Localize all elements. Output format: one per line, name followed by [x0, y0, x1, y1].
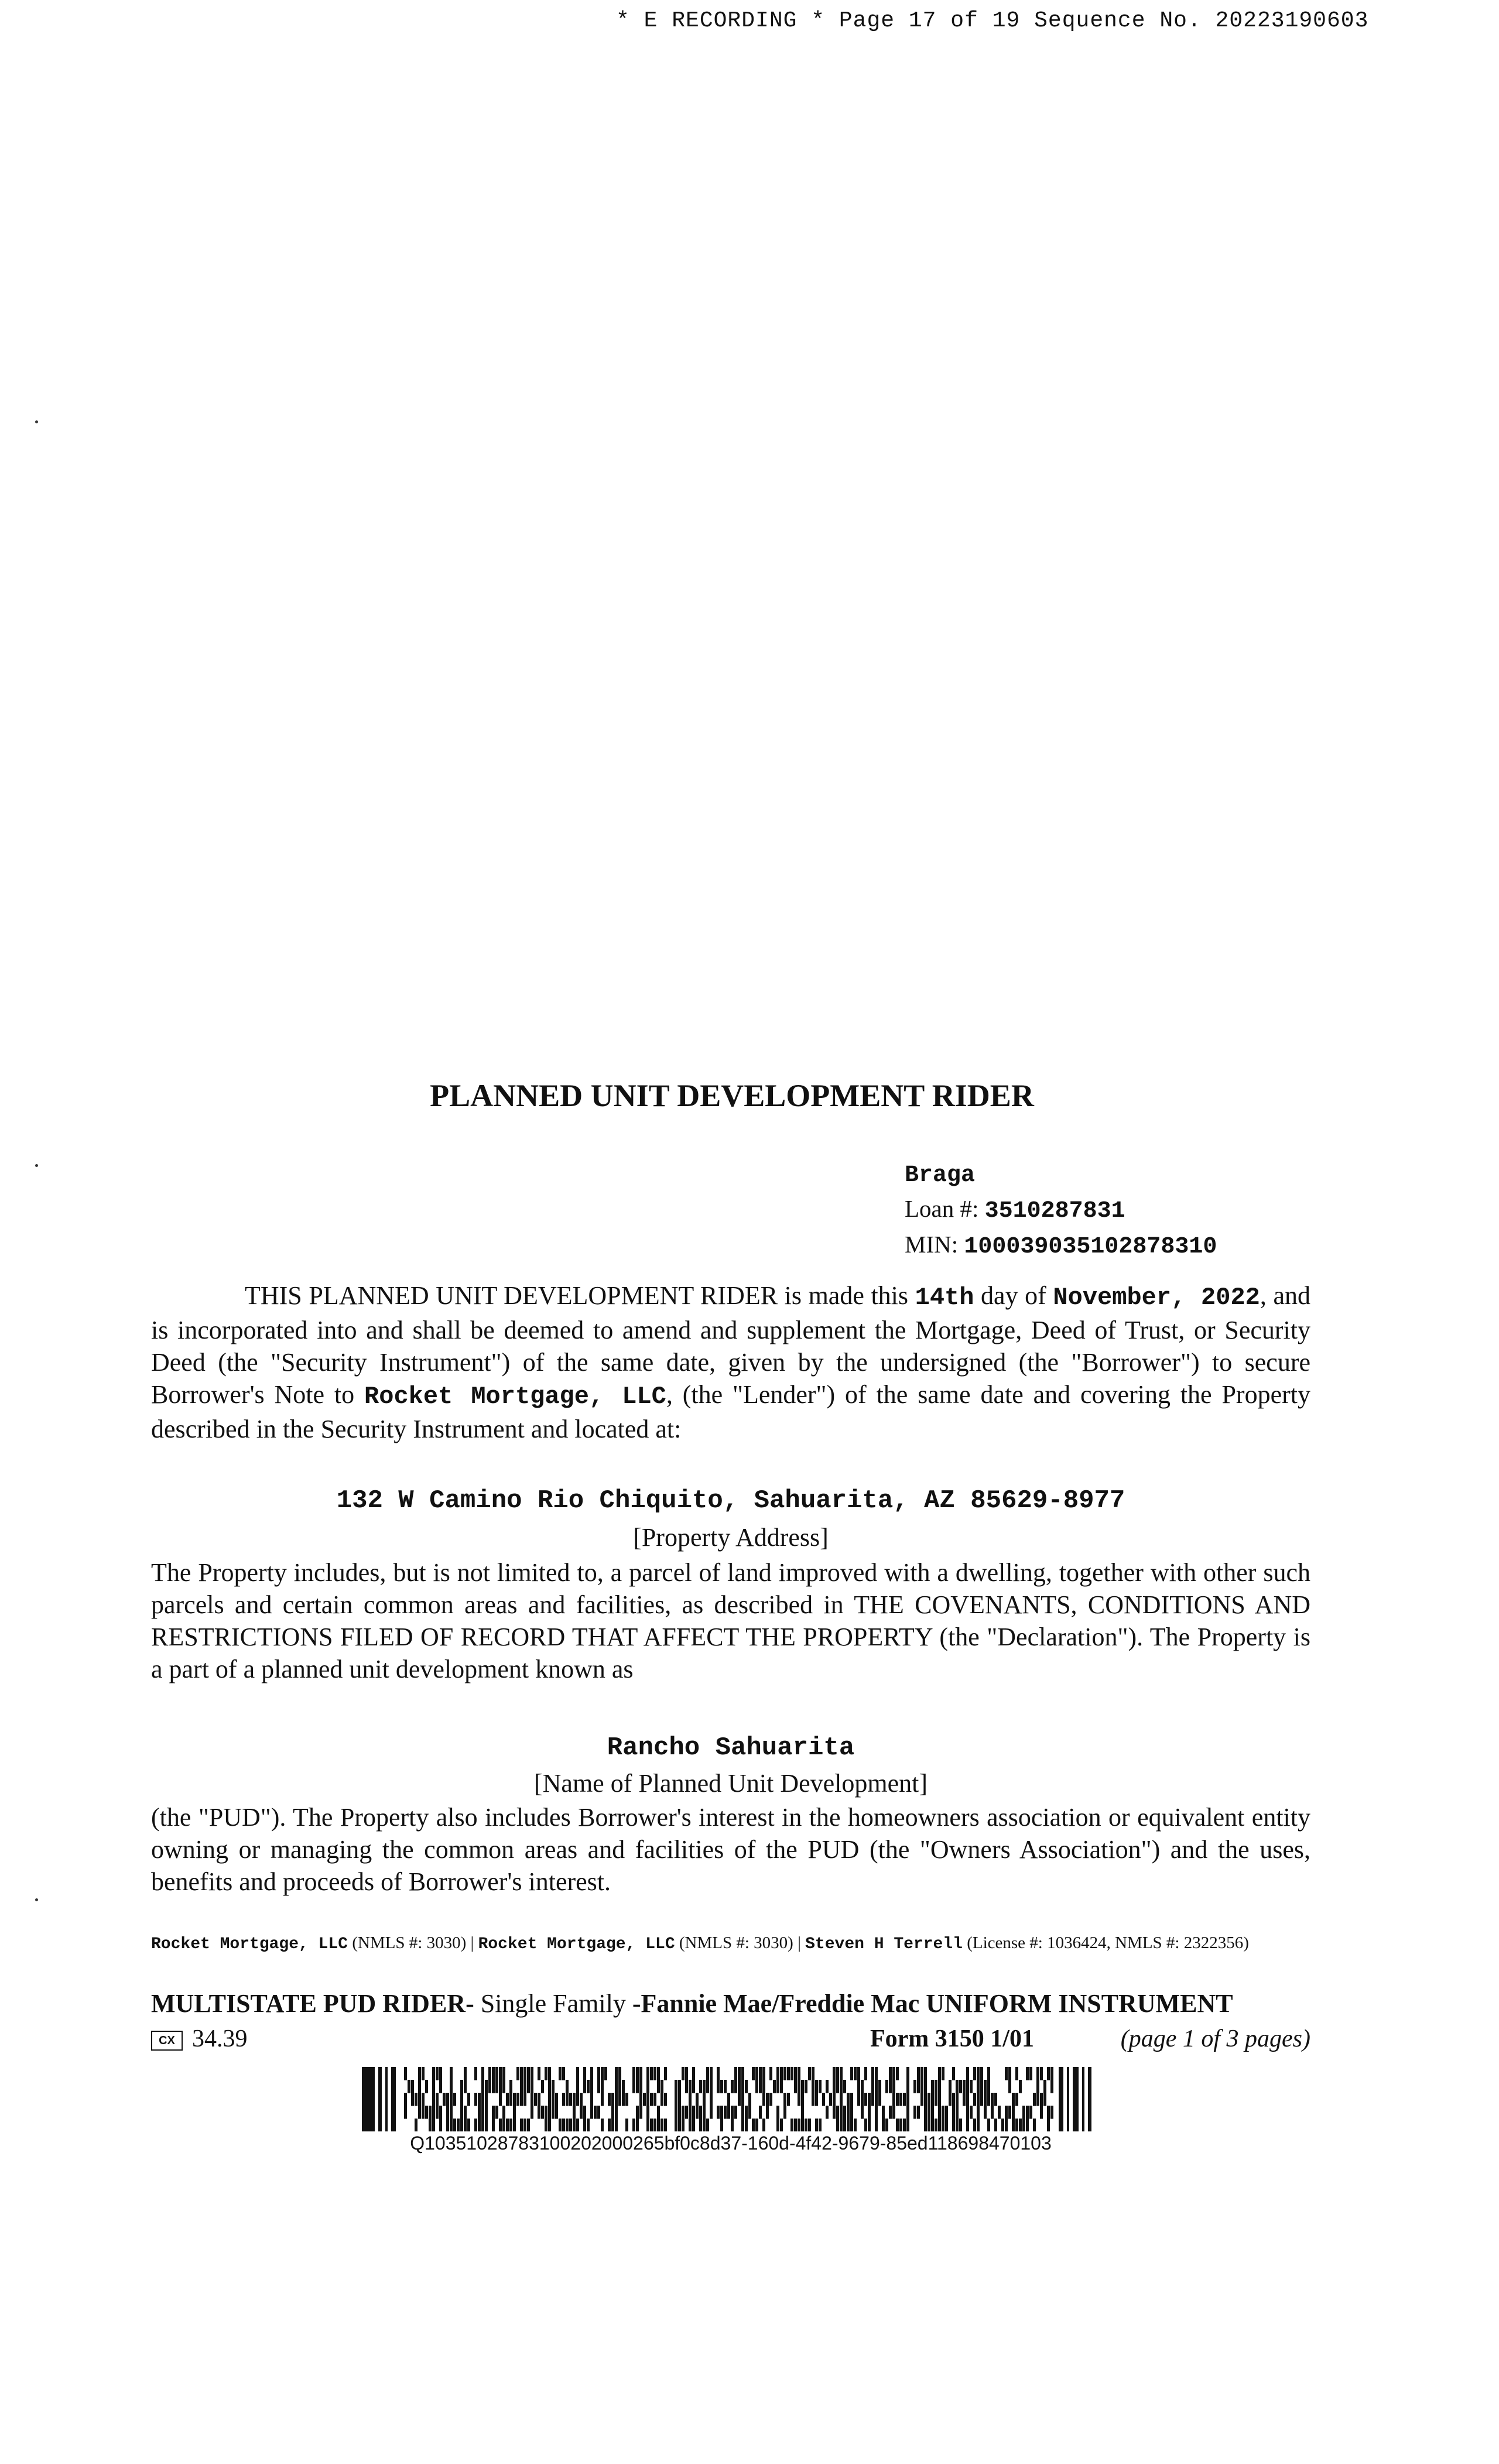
- intro-text: , and is incorporated into and shall be deemed to amend and supplement the Mortgage, Deed of Trust, or Security Deed (the "Security Instrument") of the same date, given by the undersigned (the "Borrower") to secure Borrower's Note to: [151, 1281, 1310, 1409]
- nmls-text: (NMLS #: 3030) |: [348, 1933, 478, 1952]
- lender-name: Rocket Mortgage, LLC: [478, 1935, 675, 1953]
- lender-name: Rocket Mortgage, LLC: [364, 1382, 666, 1411]
- property-address: 132 W Camino Rio Chiquito, Sahuarita, AZ 85629-8977: [336, 1486, 1125, 1515]
- instrument-family: Single Family -: [474, 1989, 641, 2018]
- property-paragraph: The Property includes, but is not limited to, a parcel of land improved with a dwelling, together with other such parcels and certain common areas and facilities, as described in THE COVENANTS, CONDITIONS AND RESTRICTIONS FILED OF RECORD THAT AFFECT THE PROPERTY (the "Declaration"). The Property is a part of a planned unit development known as: [151, 1558, 1310, 1683]
- recording-header: * E RECORDING * Page 17 of 19 Sequence No. 20223190603: [616, 8, 1369, 33]
- instrument-type: MULTISTATE PUD RIDER-: [151, 1989, 474, 2018]
- intro-text: day of: [974, 1281, 1053, 1310]
- license-text: (License #: 1036424, NMLS #: 2322356): [962, 1933, 1249, 1952]
- pud-name: Rancho Sahuarita: [607, 1733, 855, 1763]
- document-title: PLANNED UNIT DEVELOPMENT RIDER: [430, 1078, 1034, 1113]
- instrument-line: [151, 1989, 1316, 2018]
- form-pages: (page 1 of 3 pages): [1120, 2025, 1310, 2052]
- min-label: MIN:: [905, 1231, 959, 1258]
- min-number: 100039035102878310: [964, 1234, 1217, 1260]
- pud-name-caption: [Name of Planned Unit Development]: [533, 1769, 928, 1798]
- loan-originator: Steven H Terrell: [805, 1935, 963, 1953]
- intro-paragraph: [151, 1279, 1310, 1445]
- borrower-name: Braga: [905, 1162, 976, 1189]
- min-line: [905, 1228, 1217, 1264]
- form-row: [151, 2025, 1310, 2058]
- lender-info: [151, 1932, 1310, 1955]
- property-address-caption: [Property Address]: [633, 1523, 829, 1552]
- pud-paragraph: (the "PUD"). The Property also includes Borrower's interest in the homeowners association or equivalent entity owning or managing the common areas and facilities of the PUD (the "Owners Association") and the uses, benefits and proceeds of Borrower's interest.: [151, 1803, 1310, 1896]
- form-code-box: CX: [151, 2031, 183, 2051]
- rider-month-year: November, 2022: [1053, 1284, 1260, 1312]
- loan-number-line: [905, 1192, 1217, 1228]
- instrument-uniform: Fannie Mae/Freddie Mac UNIFORM INSTRUMENT: [641, 1989, 1233, 2018]
- nmls-text: (NMLS #: 3030) |: [675, 1933, 806, 1952]
- intro-text: THIS PLANNED UNIT DEVELOPMENT RIDER is made this: [245, 1281, 915, 1310]
- intro-text: , (the "Lender") of the same date and covering the Property described in the Security Instrument and located at:: [151, 1380, 1310, 1443]
- barcode-text: Q10351028783100202000265bf0c8d37-160d-4f42-9679-85ed118698470103: [410, 2133, 1052, 2154]
- form-code: 34.39: [192, 2025, 248, 2052]
- lender-name: Rocket Mortgage, LLC: [151, 1935, 348, 1953]
- scan-speck: [35, 420, 38, 423]
- rider-day: 14th: [915, 1284, 974, 1312]
- loan-block: [905, 1159, 1217, 1264]
- form-number: Form 3150 1/01: [870, 2025, 1034, 2052]
- scan-speck: [35, 1898, 38, 1901]
- barcode: [362, 2067, 1100, 2131]
- loan-number: 3510287831: [984, 1198, 1125, 1224]
- loan-number-label: Loan #:: [905, 1195, 979, 1222]
- scan-speck: [35, 1164, 38, 1167]
